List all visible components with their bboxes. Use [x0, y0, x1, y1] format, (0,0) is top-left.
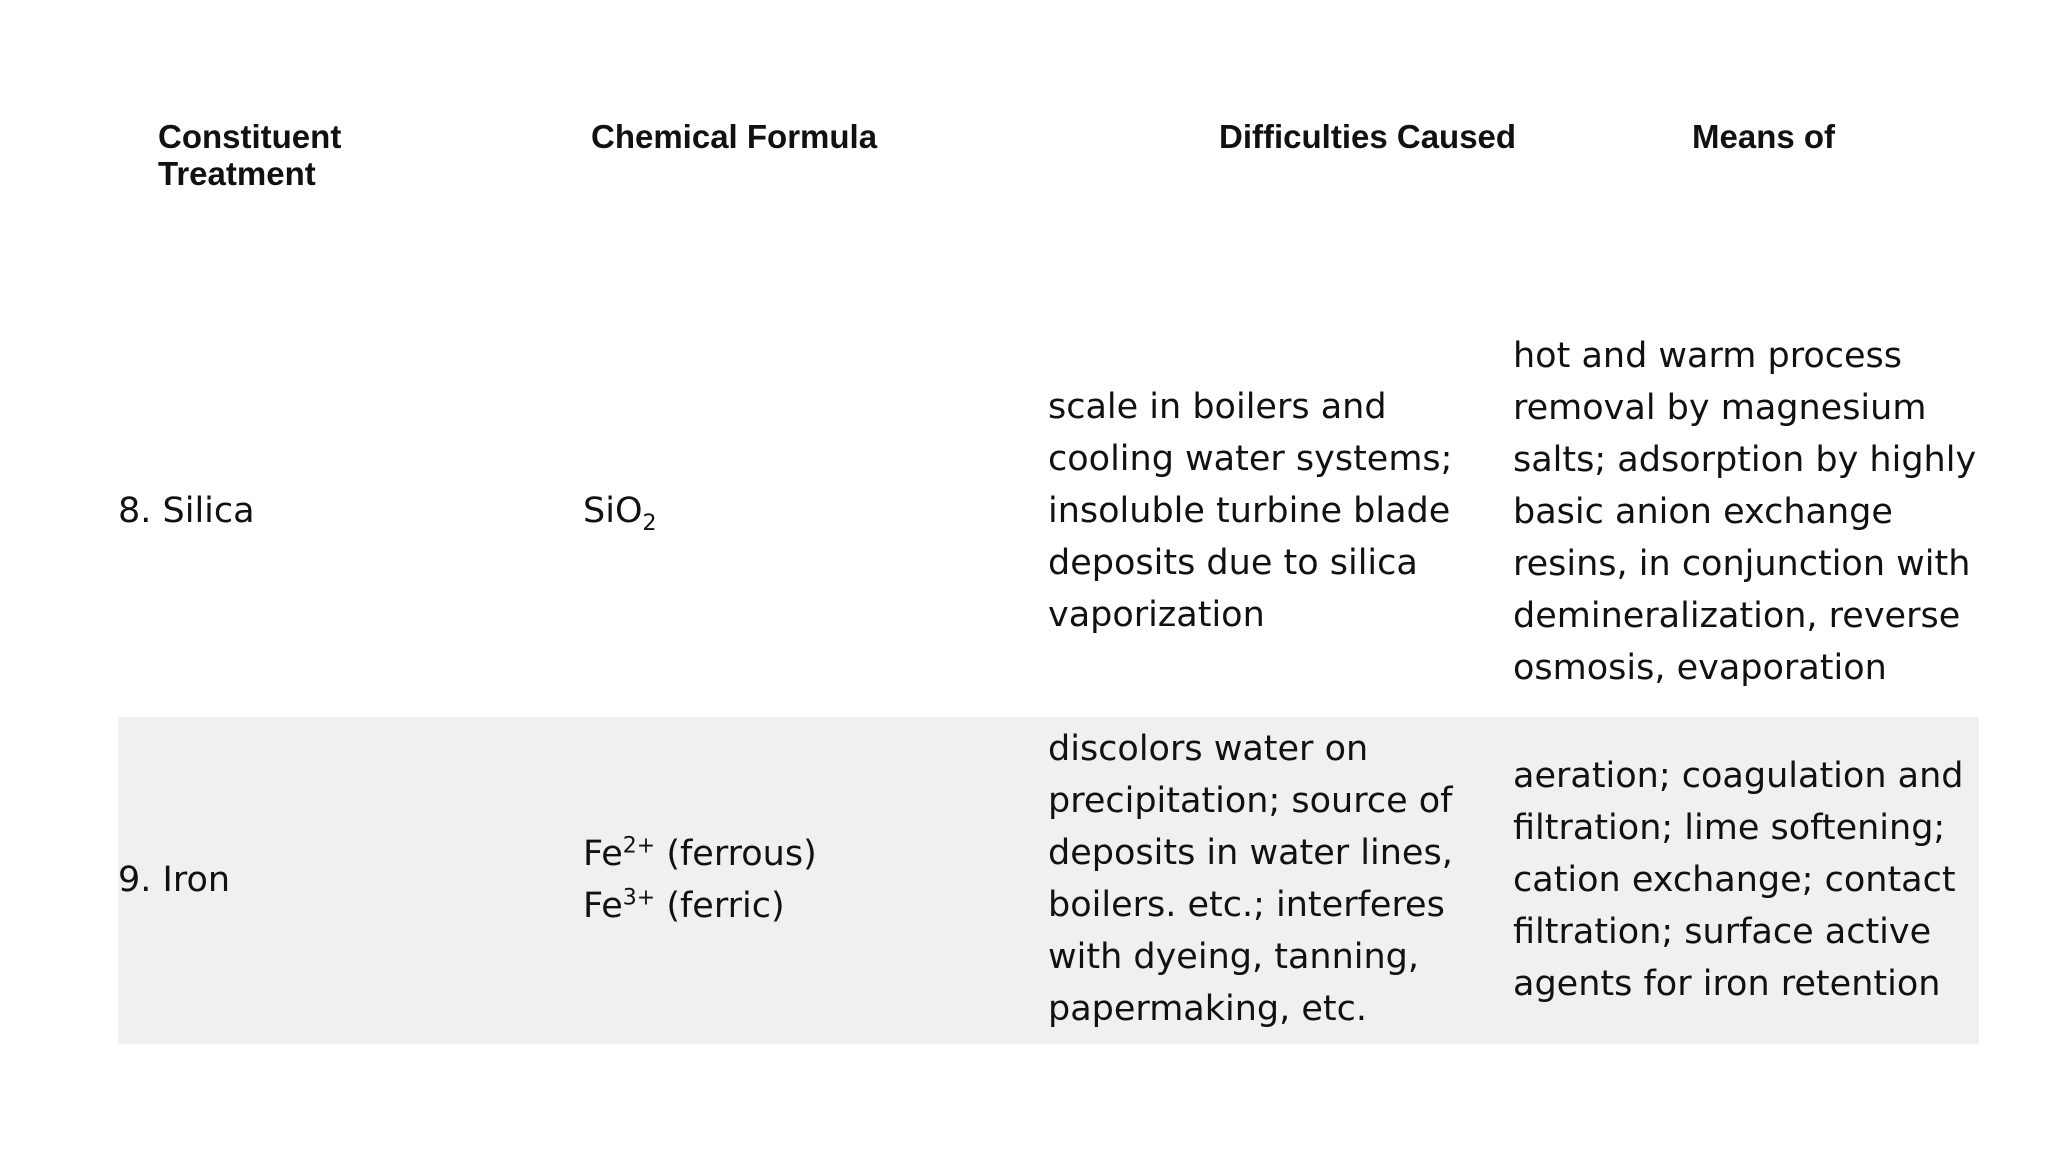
iron-formula-ferric [583, 880, 817, 932]
iron-difficulties [1048, 723, 1453, 1035]
iron-means-line: agents for iron retention [1513, 964, 1941, 1004]
iron-difficulties-line: discolors water on [1048, 729, 1369, 769]
silica-constituent: 8. Silica [118, 491, 255, 531]
header-treatment: Treatment [158, 155, 316, 192]
iron-formula-ferrous [583, 828, 817, 880]
iron-formula-base: Fe [583, 834, 623, 874]
silica-difficulties [1048, 381, 1452, 641]
iron-constituent: 9. Iron [118, 860, 231, 900]
iron-means-line: filtration; surface active [1513, 912, 1932, 952]
iron-difficulties-line: papermaking, etc. [1048, 989, 1367, 1029]
iron-difficulties-line: boilers. etc.; interferes [1048, 885, 1445, 925]
silica-means-line: demineralization, reverse [1513, 596, 1961, 636]
silica-difficulties-line: deposits due to silica [1048, 543, 1418, 583]
silica-difficulties-line: cooling water systems; [1048, 439, 1453, 479]
iron-means-line: aeration; coagulation and [1513, 756, 1964, 796]
header-means-of: Means of [1692, 118, 1836, 155]
header-difficulties-caused: Difficulties Caused [1219, 118, 1517, 155]
iron-formula-label: (ferrous) [655, 834, 817, 874]
iron-formula-base: Fe [583, 886, 623, 926]
iron-formula-charge: 2+ [622, 833, 656, 859]
header-constituent: Constituent [158, 118, 342, 155]
silica-difficulties-line: vaporization [1048, 595, 1265, 635]
silica-difficulties-line: insoluble turbine blade [1048, 491, 1451, 531]
silica-formula [583, 485, 657, 537]
silica-formula-base: SiO [583, 491, 643, 531]
silica-means-line: basic anion exchange [1513, 492, 1893, 532]
silica-means-line: resins, in conjunction with [1513, 544, 1971, 584]
iron-means [1513, 750, 1963, 1010]
silica-means-line: salts; adsorption by highly [1513, 440, 1977, 480]
iron-formula-charge: 3+ [622, 885, 656, 911]
iron-difficulties-line: precipitation; source of [1048, 781, 1453, 821]
silica-means-line: hot and warm process [1513, 336, 1902, 376]
iron-formula-label: (ferric) [655, 886, 785, 926]
silica-means-line: removal by magnesium [1513, 388, 1927, 428]
silica-means [1513, 330, 1976, 694]
iron-difficulties-line: with dyeing, tanning, [1048, 937, 1420, 977]
iron-difficulties-line: deposits in water lines, [1048, 833, 1453, 873]
header-chemical-formula: Chemical Formula [591, 118, 878, 155]
iron-formula [583, 828, 817, 932]
silica-means-line: osmosis, evaporation [1513, 648, 1887, 688]
silica-difficulties-line: scale in boilers and [1048, 387, 1387, 427]
iron-means-line: filtration; lime softening; [1513, 808, 1946, 848]
silica-formula-subscript: 2 [642, 511, 657, 536]
iron-means-line: cation exchange; contact [1513, 860, 1956, 900]
